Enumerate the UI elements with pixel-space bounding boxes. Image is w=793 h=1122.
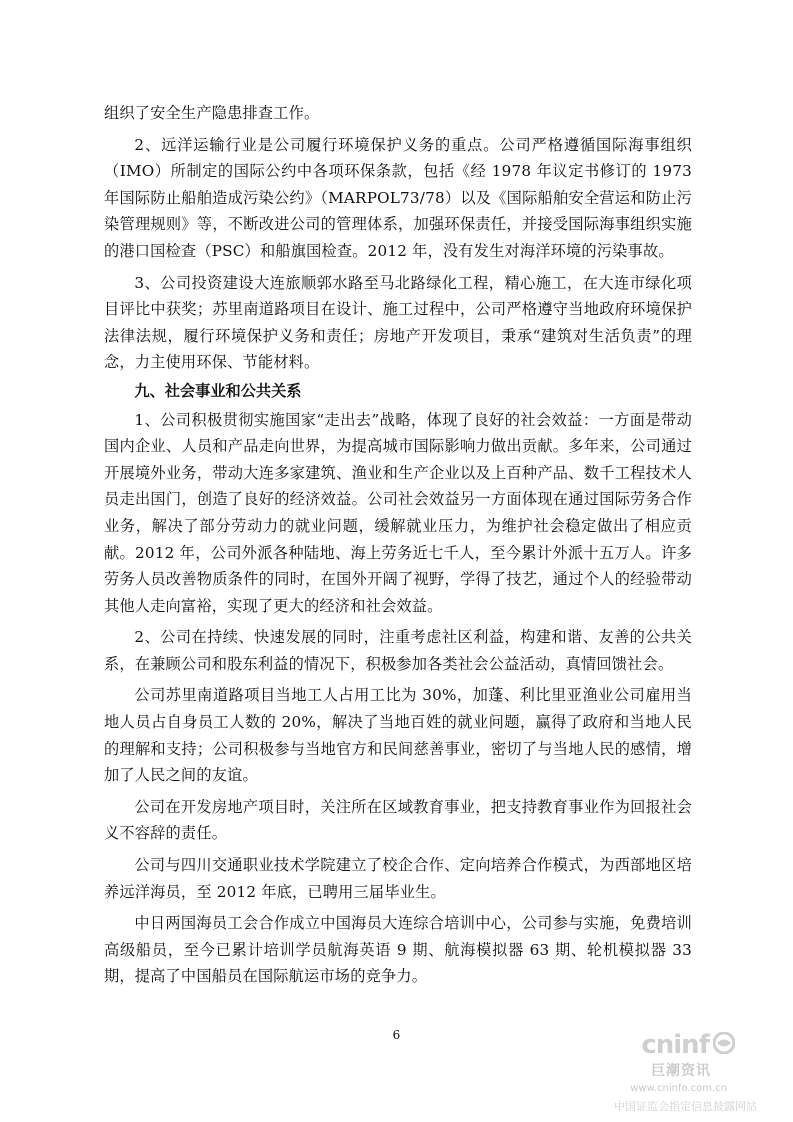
watermark-logo-text: cninf — [641, 1030, 709, 1060]
paragraph: 公司与四川交通职业技术学院建立了校企合作、定向培养合作模式，为西部地区培养远洋海员，至 2012 年底，已聘用三届毕业生。 — [104, 856, 692, 901]
paragraph: 3、公司投资建设大连旅顺郭水路至马北路绿化工程，精心施工，在大连市绿化项目评比中获奖；苏里南道路项目在设计、施工过程中，公司严格遵守当地政府环境保护法律法规，履行环境保护义务和责任；房地产开发项目，秉承“建筑对生活负责”的理念，力主使用环保、节能材料。 — [104, 273, 692, 372]
cninfo-watermark — [567, 1030, 757, 1114]
paragraph: 2、远洋运输行业是公司履行环境保护义务的重点。公司严格遵循国际海事组织（IMO）所制定的国际公约中各项环保条款，包括《经 1978 年议定书修订的 1973 年国际防止船舶造成污染公约》（MARPOL73/78）以及《国际船舶安全营运和防止污染管理规则》等，不断改进公司的管理体系，加强环保责任，并接受国际海事组织实施的港口国检查（PSC）和船旗国检查。2012 年，没有发生对海洋环境的污染事故。 — [104, 135, 692, 260]
paragraph: 2、公司在持续、快速发展的同时，注重考虑社区利益，构建和谐、友善的公共关系，在兼顾公司和股东利益的情况下，积极参加各类社会公益活动，真情回馈社会。 — [104, 628, 692, 673]
watermark-slogan: 中国证监会指定信息披露网站 — [614, 1100, 757, 1113]
watermark-url: www.cninfo.com.cn — [630, 1083, 727, 1094]
paragraph: 组织了安全生产隐患排查工作。 — [104, 104, 320, 122]
paragraph: 中日两国海员工会合作成立中国海员大连综合培训中心，公司参与实施，免费培训高级船员，至今已累计培训学员航海英语 9 期、航海模拟器 63 期、轮机模拟器 33 期，提高了中国船员在国际航运市场的竞争力。 — [104, 914, 692, 986]
paragraph: 公司苏里南道路项目当地工人占用工比为 30%，加蓬、利比里亚渔业公司雇用当地人员占自身员工人数的 20%，解决了当地百姓的就业问题，赢得了政府和当地人民的理解和支持；公司积极参与当地官方和民间慈善事业，密切了与当地人民的感情，增加了人民之间的友谊。 — [104, 686, 692, 785]
swirl-logo-icon — [713, 1032, 735, 1058]
watermark-name: 巨潮资讯 — [651, 1063, 711, 1079]
section-heading: 九、社会事业和公共关系 — [134, 381, 302, 400]
document-body — [104, 100, 692, 990]
paragraph: 1、公司积极贯彻实施国家“走出去”战略，体现了良好的社会效益：一方面是带动国内企业、人员和产品走向世界，为提高城市国际影响力做出贡献。多年来，公司通过开展境外业务，带动大连多家建筑、渔业和生产企业以及上百种产品、数千工程技术人员走出国门，创造了良好的经济效益。公司社会效益另一方面体现在通过国际劳务合作业务，解决了部分劳动力的就业问题，缓解就业压力，为维护社会稳定做出了相应贡献。2012 年，公司外派各种陆地、海上劳务近七千人，至今累计外派十五万人。许多劳务人员改善物质条件的同时，在国外开阔了视野，学得了技艺，通过个人的经验带动其他人走向富裕，实现了更大的经济和社会效益。 — [104, 410, 692, 615]
paragraph: 公司在开发房地产项目时，关注所在区域教育事业，把支持教育事业作为回报社会义不容辞的责任。 — [104, 797, 692, 843]
watermark-logo — [641, 1030, 735, 1060]
page-number: 6 — [392, 1028, 401, 1042]
